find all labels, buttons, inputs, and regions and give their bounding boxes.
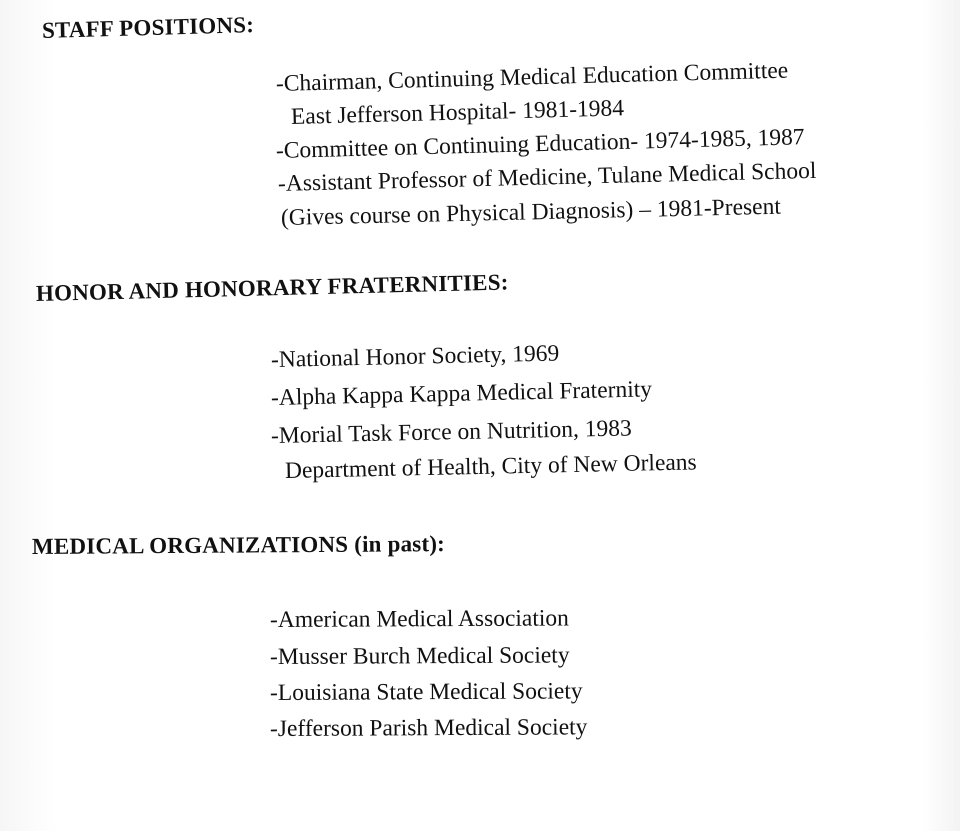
staff-position-item: East Jefferson Hospital- 1981-1984 (290, 95, 625, 130)
medical-organization-item: -Musser Burch Medical Society (269, 642, 570, 670)
honor-item: -Morial Task Force on Nutrition, 1983 (270, 415, 633, 449)
medical-organizations-heading: MEDICAL ORGANIZATIONS (in past): (31, 531, 446, 559)
staff-position-item: -Committee on Continuing Education- 1974-1985, 1987 (275, 124, 805, 164)
medical-organization-item: -Jefferson Parish Medical Society (269, 714, 588, 742)
medical-organization-item: -Louisiana State Medical Society (269, 678, 583, 706)
honor-fraternities-heading: HONOR AND HONORARY FRATERNITIES: (35, 269, 509, 306)
honor-item: Department of Health, City of New Orleans (284, 449, 697, 484)
honor-item: -Alpha Kappa Kappa Medical Fraternity (270, 376, 653, 411)
medical-organization-item: -American Medical Association (269, 605, 569, 633)
staff-position-item: (Gives course on Physical Diagnosis) – 1981-Present (280, 193, 782, 231)
staff-positions-heading: STAFF POSITIONS: (41, 12, 255, 43)
honor-item: -National Honor Society, 1969 (270, 340, 560, 373)
staff-position-item: -Chairman, Continuing Medical Education Committee (275, 57, 789, 97)
staff-position-item: -Assistant Professor of Medicine, Tulane Medical School (277, 157, 817, 197)
